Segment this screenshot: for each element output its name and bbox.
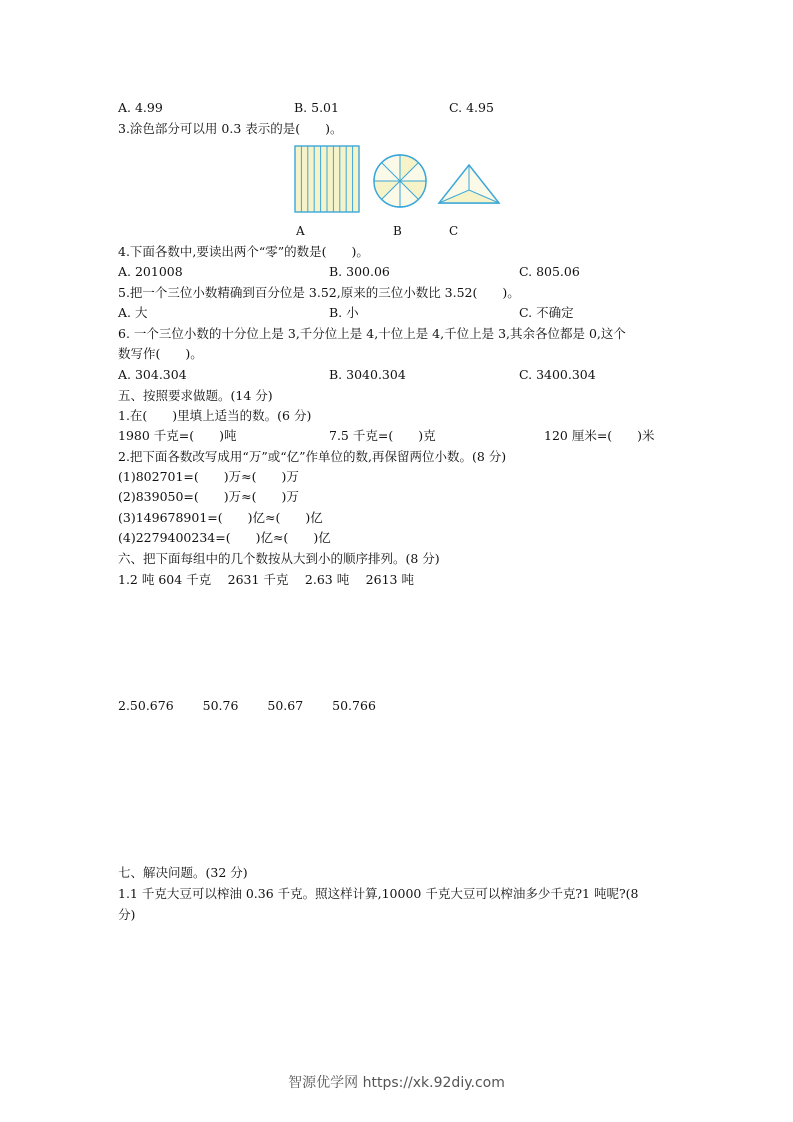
q5-option-c: C. 不确定 [519,305,574,320]
section7-title: 七、解决问题。(32 分) [118,865,248,880]
section6-title: 六、把下面每组中的几个数按从大到小的顺序排列。(8 分) [118,551,440,566]
section5-q2-item: (1)802701=( )万≈( )万 [118,469,299,484]
q6-stem-line2: 数写作( )。 [118,346,203,361]
section5-q2-item: (4)2279400234=( )亿≈( )亿 [118,530,331,545]
section6-group1: 1.2 吨 604 千克 2631 千克 2.63 吨 2613 吨 [118,572,414,587]
q2-option-a: A. 4.99 [118,100,163,115]
section7-q1-line1: 1.1 千克大豆可以榨油 0.36 千克。照这样计算,10000 千克大豆可以榨油多少千克?1 吨呢?(8 [118,886,639,901]
section5-title: 五、按照要求做题。(14 分) [118,388,273,403]
q6-stem-line1: 6. 一个三位小数的十分位上是 3,千分位上是 4,十位上是 4,千位上是 3,其余各位都是 0,这个 [118,326,626,341]
q3-figure-a [294,145,360,213]
q3-figure-b [372,153,428,209]
q3-label-a: A [296,224,305,238]
q2-option-c: C. 4.95 [449,100,494,115]
q6-option-c: C. 3400.304 [519,367,596,382]
q5-option-a: A. 大 [118,305,148,320]
q3-label-b: B [393,224,402,238]
q6-option-b: B. 3040.304 [329,367,406,382]
q3-label-c: C [449,224,459,238]
q4-option-b: B. 300.06 [329,264,390,279]
q5-option-b: B. 小 [329,305,359,320]
footer-watermark: 智源优学网 https://xk.92diy.com [288,1075,505,1091]
q3-figure-c [437,163,501,205]
q4-stem: 4.下面各数中,要读出两个“零”的数是( )。 [118,244,369,259]
q6-option-a: A. 304.304 [118,367,187,382]
q4-option-c: C. 805.06 [519,264,580,279]
section5-q1-stem: 1.在( )里填上适当的数。(6 分) [118,408,312,423]
section5-q2-item: (2)839050=( )万≈( )万 [118,489,299,504]
q3-stem: 3.涂色部分可以用 0.3 表示的是( )。 [118,121,343,136]
section5-q1-item: 7.5 千克=( )克 [329,428,436,443]
section5-q1-item: 120 厘米=( )米 [544,428,655,443]
section5-q2-stem: 2.把下面各数改写成用“万”或“亿”作单位的数,再保留两位小数。(8 分) [118,449,507,464]
section5-q1-item: 1980 千克=( )吨 [118,428,237,443]
q4-option-a: A. 201008 [118,264,183,279]
section5-q2-item: (3)149678901=( )亿≈( )亿 [118,510,323,525]
q5-stem: 5.把一个三位小数精确到百分位是 3.52,原来的三位小数比 3.52( )。 [118,285,520,300]
q2-option-b: B. 5.01 [294,100,339,115]
section7-q1-line2: 分) [118,907,136,922]
section6-group2: 2.50.676 50.76 50.67 50.766 [118,698,376,713]
